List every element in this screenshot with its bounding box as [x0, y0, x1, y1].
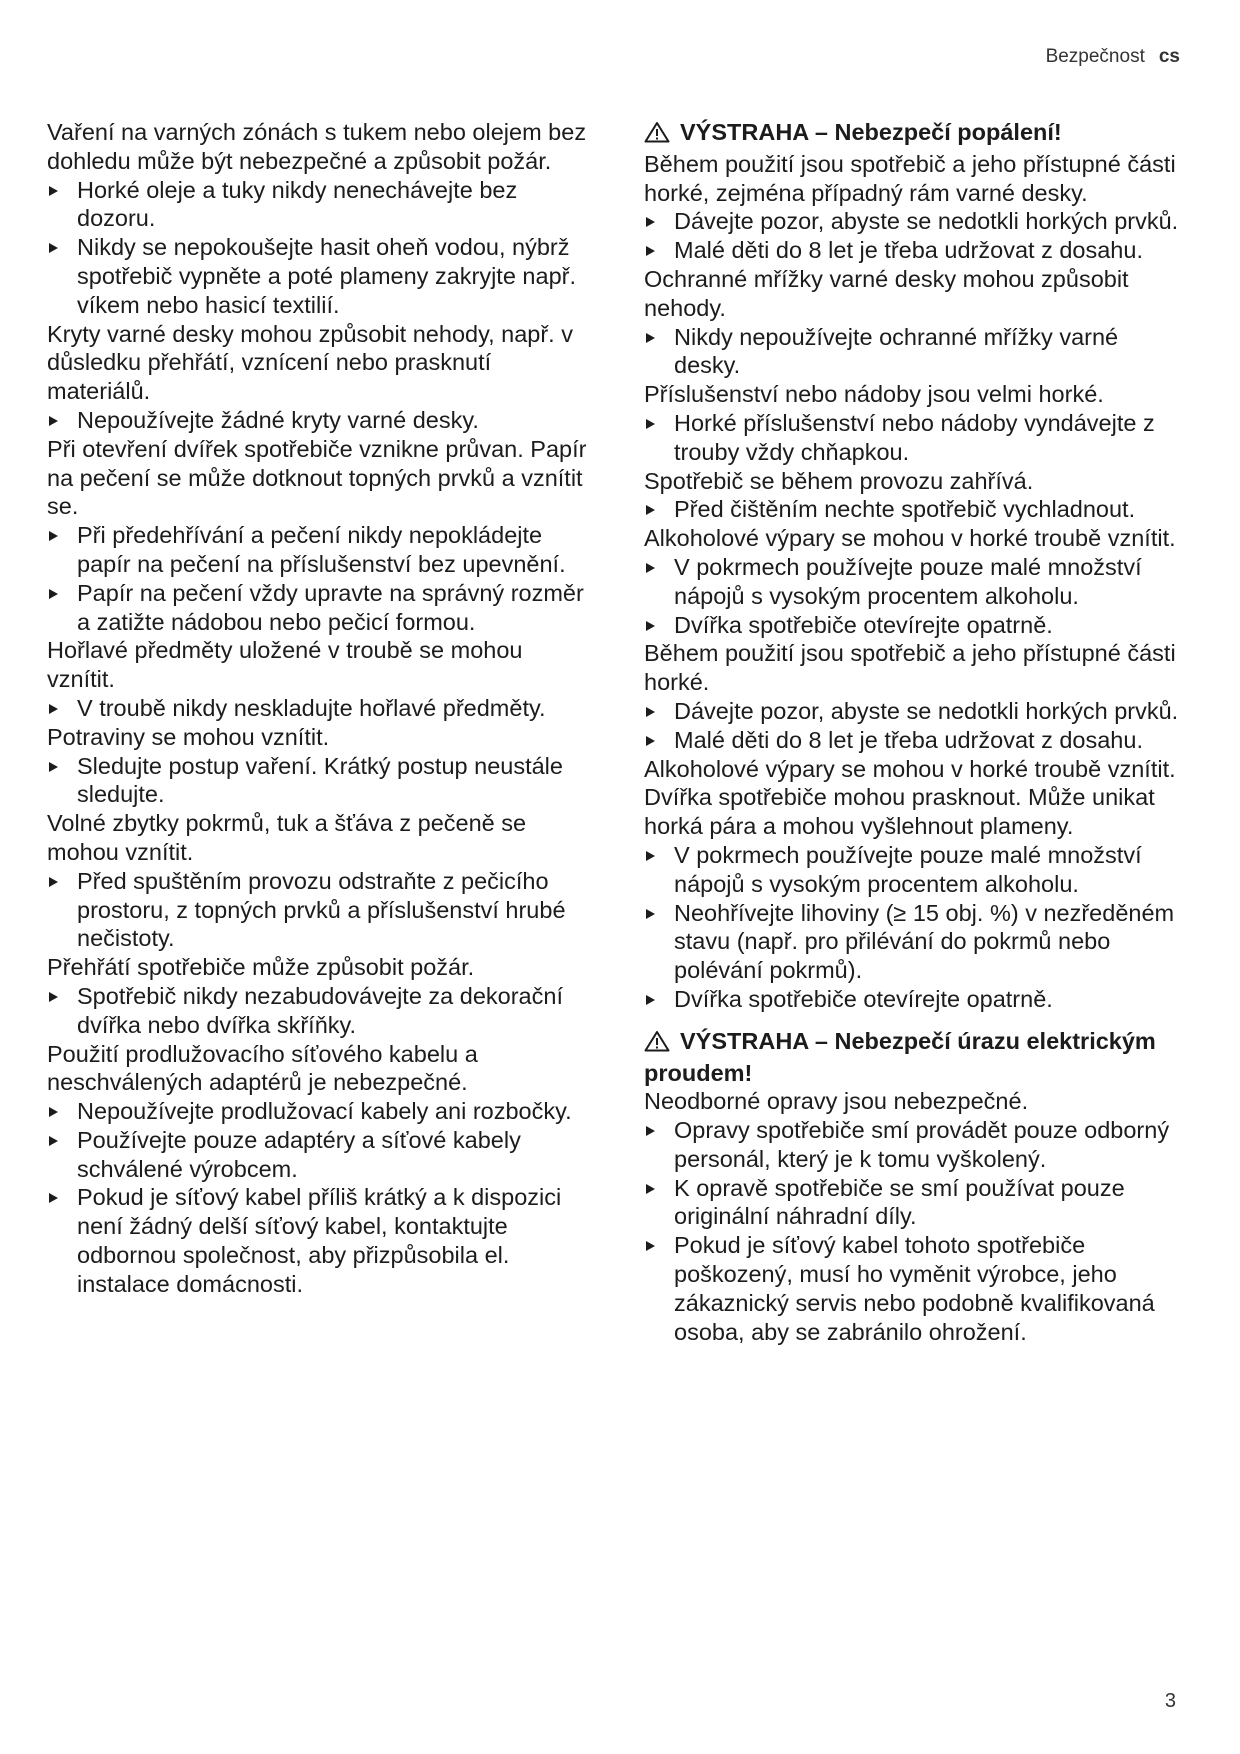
language-code: cs: [1158, 46, 1180, 67]
paragraph: Použití prodlužovacího síťového kabelu a neschválených adaptérů je nebezpečné.: [47, 1040, 478, 1096]
bullet-item: Malé děti do 8 let je třeba udržovat z dosahu.: [644, 236, 1186, 265]
right-column: [644, 118, 1186, 1346]
paragraph: Vaření na varných zónách s tukem nebo olejem bez dohledu může být nebezpečné a způsobit požár.: [47, 119, 587, 174]
bullet-item: Před čištěním nechte spotřebič vychladnout.: [644, 495, 1186, 524]
paragraph: Potraviny se mohou vznítit.: [47, 723, 330, 750]
bullet-item: Nepoužívejte prodlužovací kabely ani rozbočky.: [47, 1097, 589, 1126]
bullet-item: Malé děti do 8 let je třeba udržovat z dosahu.: [644, 726, 1186, 755]
bullet-item: Dvířka spotřebiče otevírejte opatrně.: [644, 611, 1186, 640]
bullet-item: Při předehřívání a pečení nikdy nepokládejte papír na pečení na příslušenství bez upevnění.: [47, 521, 589, 579]
warning-triangle-icon: [644, 121, 670, 150]
bullet-item: Opravy spotřebiče smí provádět pouze odborný personál, který je k tomu vyškolený.: [644, 1116, 1186, 1174]
paragraph: Spotřebič se během provozu zahřívá.: [644, 467, 1034, 494]
bullet-item: Před spuštěním provozu odstraňte z pečicího prostoru, z topných prvků a příslušenství hrubé nečistoty.: [47, 867, 589, 953]
page-number: 3: [1164, 1690, 1176, 1712]
bullet-item: Nikdy se nepokoušejte hasit oheň vodou, nýbrž spotřebič vypněte a poté plameny zakryjte např. víkem nebo hasicí textilií.: [47, 233, 589, 319]
paragraph: Kryty varné desky mohou způsobit nehody, např. v důsledku přehřátí, vznícení nebo prasknutí materiálů.: [47, 320, 573, 405]
bullet-item: V troubě nikdy neskladujte hořlavé předměty.: [47, 694, 589, 723]
bullet-item: Spotřebič nikdy nezabudovávejte za dekorační dvířka nebo dvířka skříňky.: [47, 982, 589, 1040]
bullet-item: Používejte pouze adaptéry a síťové kabely schválené výrobcem.: [47, 1126, 589, 1184]
paragraph: Ochranné mřížky varné desky mohou způsobit nehody.: [644, 265, 1129, 321]
bullet-item: V pokrmech používejte pouze malé množství nápojů s vysokým procentem alkoholu.: [644, 553, 1186, 611]
bullet-item: Nepoužívejte žádné kryty varné desky.: [47, 406, 589, 435]
bullet-item: Papír na pečení vždy upravte na správný rozměr a zatižte nádobou nebo pečicí formou.: [47, 579, 589, 637]
paragraph: Alkoholové výpary se mohou v horké troubě vznítit.: [644, 525, 1176, 552]
paragraph: Volné zbytky pokrmů, tuk a šťáva z pečeně se mohou vznítit.: [47, 810, 527, 865]
warning-heading-burns: [644, 118, 1186, 150]
bullet-item: Nikdy nepoužívejte ochranné mřížky varné desky.: [644, 323, 1186, 381]
bullet-item: V pokrmech používejte pouze malé množství nápojů s vysokým procentem alkoholu.: [644, 841, 1186, 899]
warning-title: VÝSTRAHA – Nebezpečí popálení!: [680, 119, 1062, 145]
bullet-item: Sledujte postup vaření. Krátký postup neustále sledujte.: [47, 752, 589, 810]
warning-triangle-icon: [644, 1030, 670, 1059]
left-column: [47, 118, 589, 1299]
bullet-item: Dávejte pozor, abyste se nedotkli horkých prvků.: [644, 207, 1186, 236]
section-title: Bezpečnost: [1045, 46, 1145, 67]
bullet-item: Pokud je síťový kabel tohoto spotřebiče poškozený, musí ho vyměnit výrobce, jeho zákaznický servis nebo podobně kvalifikovaná osoba, aby se zabránilo ohrožení.: [644, 1231, 1186, 1346]
paragraph: Během použití jsou spotřebič a jeho přístupné části horké.: [644, 640, 1176, 696]
paragraph: Neodborné opravy jsou nebezpečné.: [644, 1088, 1029, 1115]
bullet-item: Dávejte pozor, abyste se nedotkli horkých prvků.: [644, 697, 1186, 726]
bullet-item: Horké oleje a tuky nikdy nenechávejte bez dozoru.: [47, 176, 589, 234]
bullet-item: K opravě spotřebiče se smí používat pouze originální náhradní díly.: [644, 1174, 1186, 1232]
paragraph: Přehřátí spotřebiče může způsobit požár.: [47, 954, 475, 981]
page-header: [1046, 46, 1180, 68]
paragraph: Během použití jsou spotřebič a jeho přístupné části horké, zejména případný rám varné desky.: [644, 150, 1176, 206]
paragraph: Příslušenství nebo nádoby jsou velmi horké.: [644, 381, 1104, 408]
bullet-item: Horké příslušenství nebo nádoby vyndávejte z trouby vždy chňapkou.: [644, 409, 1186, 467]
bullet-item: Neohřívejte lihoviny (≥ 15 obj. %) v nezředěném stavu (např. pro přilévání do pokrmů nebo polévání pokrmů).: [644, 899, 1186, 985]
paragraph: Alkoholové výpary se mohou v horké troubě vznítit. Dvířka spotřebiče mohou prasknout. Může unikat horká pára a mohou vyšlehnout plameny.: [644, 755, 1176, 840]
warning-heading-electric: [644, 1027, 1186, 1088]
warning-title: VÝSTRAHA – Nebezpečí úrazu elektrickým proudem!: [644, 1027, 1156, 1086]
bullet-item: Pokud je síťový kabel příliš krátký a k dispozici není žádný delší síťový kabel, kontaktujte odbornou společnost, aby přizpůsobila el. instalace domácnosti.: [47, 1183, 589, 1298]
paragraph: Při otevření dvířek spotřebiče vznikne průvan. Papír na pečení se může dotknout topných prvků a vznítit se.: [47, 435, 587, 520]
bullet-item: Dvířka spotřebiče otevírejte opatrně.: [644, 985, 1186, 1014]
paragraph: Hořlavé předměty uložené v troubě se mohou vznítit.: [47, 637, 523, 693]
